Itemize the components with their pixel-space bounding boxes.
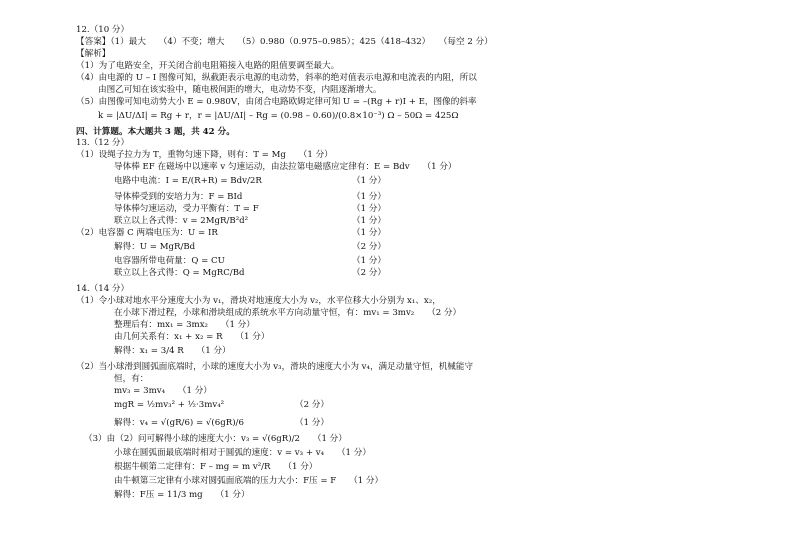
q13-line7: （2）电容器 C 两端电压为：U = IR [76,228,218,238]
q13-line8: 解得：U = MgR/Bd [114,242,196,252]
q14-line11: （3）由（2）问可解得小球的速度大小：v₃ = √(6gR)/2 （1 分） [84,434,347,444]
q14-header: 14.（14 分） [76,284,130,294]
q13-line1: （1）设绳子拉力为 T，重物匀速下降，则有：T = Mg （1 分） [76,150,333,160]
q12-part5-line2: k = |ΔU/ΔI| = Rg + r，r = |ΔU/ΔI| – Rg = (0.98 – 0.60)/(0.8×10⁻³) Ω – 50Ω = 425Ω [98,111,459,121]
q13-line8-points: （2 分） [352,242,386,252]
q14-line15: 解得：F压 = 11/3 mg （1 分） [114,490,250,500]
q13-line9: 电容器所带电荷量：Q = CU [114,256,225,266]
q13-line7-points: （1 分） [352,228,386,238]
q13-line5: 导体棒匀速运动，受力平衡有：T = F [114,204,259,214]
q13-line6-points: （1 分） [352,216,386,226]
q12-part4-line1: （4）由电源的 U – I 图像可知，纵截距表示电源的电动势，斜率的绝对值表示电源和电流表的内阻，所以 [76,73,477,83]
q13-line4: 导体棒受到的安培力为：F = BId [114,192,243,202]
q14-line5: 解得：x₁ = 3/4 R （1 分） [114,346,231,356]
q14-line2: 在小球下滑过程，小球和滑块组成的系统水平方向动量守恒，有：mv₁ = 3mv₂ （2 分） [114,308,462,318]
q13-line4-points: （1 分） [352,192,386,202]
section-heading: 四、计算题。本大题共 3 题，共 42 分。 [76,127,235,137]
q12-header: 12.（10 分） [76,25,130,35]
q12-analysis-label: 【解析】 [76,49,111,59]
q12-answer: 【答案】（1）最大 （4）不变；增大 （5）0.980（0.975–0.985）；425（418–432） （每空 2 分） [76,37,493,47]
q13-line6: 联立以上各式得：v = 2MgR/B²d² [114,216,249,226]
q14-line10-points: （1 分） [295,418,329,428]
q14-line3: 整理后有：mx₁ = 3mx₂ （1 分） [114,320,255,330]
q14-line4: 由几何关系有：x₁ + x₂ = R （1 分） [114,332,270,342]
q14-line1: （1）令小球对地水平分速度大小为 v₁，滑块对地速度大小为 v₂，水平位移大小分别为 x₁、x₂， [76,296,441,306]
q14-line6: （2）当小球滑到圆弧面底端时，小球的速度大小为 v₃，滑块的速度大小为 v₄，满足动量守恒，机械能守 [76,362,474,372]
q12-part1: （1）为了电路安全，开关闭合前电阻箱接入电路的阻值要调至最大。 [76,61,340,71]
q13-line3: 电路中电流：I = E/(R+R) = Bdv/2R [114,176,262,186]
q14-line9: mgR = ½mv₃² + ½·3mv₄² [114,400,225,410]
q14-line10: 解得：v₄ = √(gR/6) = √(6gR)/6 [114,418,244,428]
q12-part5-line1: （5）由图像可知电动势大小 E = 0.980V，由闭合电路欧姆定律可知 U = –(Rg + r)I + E，图像的斜率 [76,97,477,107]
q13-line9-points: （1 分） [352,256,386,266]
q13-header: 13.（12 分） [76,138,130,148]
q14-line13: 根据牛顿第二定律有：F – mg = m v²/R （1 分） [114,462,318,472]
q14-line7: 恒，有： [114,374,149,384]
q13-line3-points: （1 分） [352,176,386,186]
q14-line12: 小球在圆弧面最底端时相对于圆弧的速度：v = v₃ + v₄ （1 分） [114,448,371,458]
q14-line14: 由牛顿第三定律有小球对圆弧面底端的压力大小：F压 = F （1 分） [114,476,384,486]
q13-line10: 联立以上各式得：Q = MgRC/Bd [114,268,245,278]
q14-line9-points: （2 分） [295,400,329,410]
q14-line8: mv₃ = 3mv₄ （1 分） [114,386,212,396]
q13-line10-points: （2 分） [352,268,386,278]
q12-part4-line2: 由图乙可知在该实验中，随电极间距的增大，电动势不变，内阻逐渐增大。 [98,85,382,95]
q13-line5-points: （1 分） [352,204,386,214]
q13-line2: 导体棒 EF 在磁场中以速率 v 匀速运动，由法拉第电磁感应定律有：E = Bdv （1 分） [114,162,457,172]
